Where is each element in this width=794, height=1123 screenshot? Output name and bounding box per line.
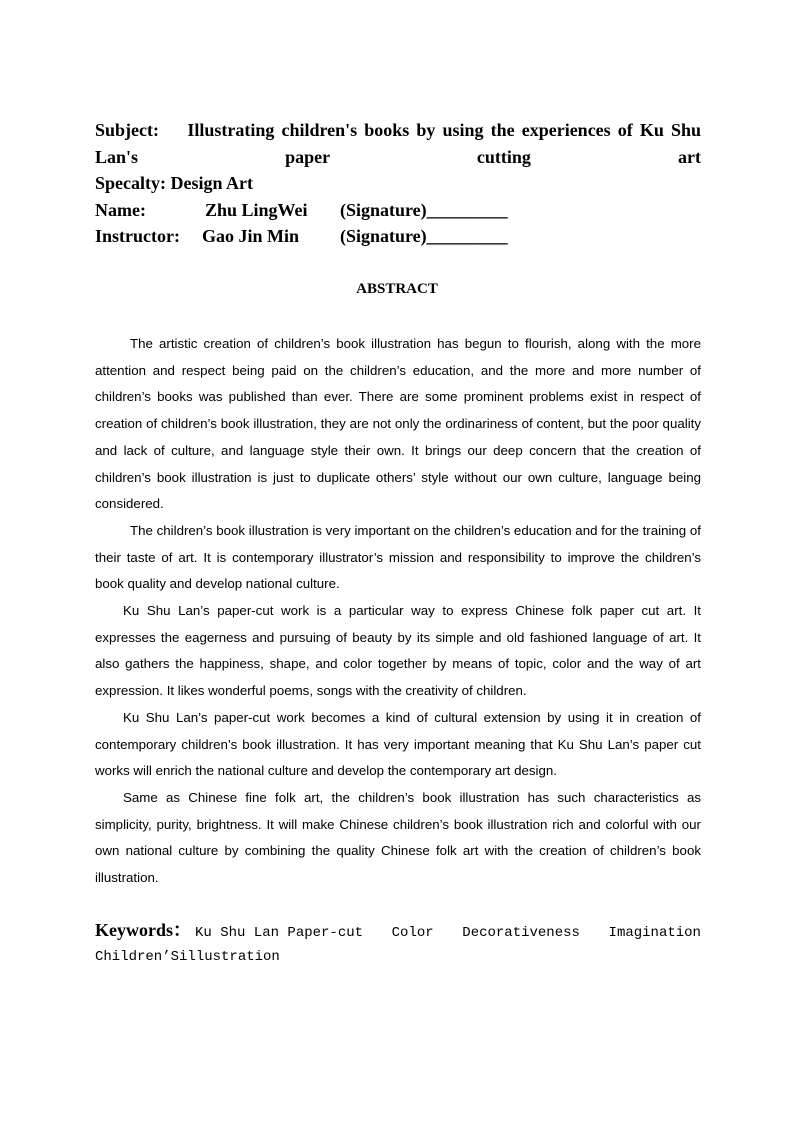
instructor-line — [95, 223, 701, 250]
abstract-paragraph: Ku Shu Lan’s paper-cut work is a particular way to express Chinese folk paper cut art. It expresses the eagerness and pursuing of beauty by its simple and old fashioned language of art. It also gathers the happiness, shape, and color together by means of topic, color and the way of art expression. It likes wonderful poems, songs with the creativity of children. — [95, 603, 701, 699]
thesis-header — [95, 117, 701, 250]
abstract-paragraph: The children’s book illustration is very important on the children’s education and for the training of their taste of art. It is contemporary illustrator’s mission and responsibility to improve the children’s book quality and develop national culture. — [95, 522, 701, 592]
student-name: Zhu LingWei — [205, 199, 308, 220]
keyword-item: Decorativeness — [462, 925, 580, 941]
abstract-paragraph: Same as Chinese fine folk art, the children’s book illustration has such characteristics as simplicity, purity, brightness. It will make Chinese children’s book illustration rich and colorful with our own national culture by combining the quality Chinese folk art with the creation of children’s book illustration. — [95, 789, 701, 886]
instructor-name: Gao Jin Min — [202, 226, 300, 246]
keyword-item: Imagination — [608, 925, 701, 941]
keywords-label: Keywords： — [95, 920, 191, 940]
abstract-paragraph: The artistic creation of children’s book illustration has begun to flourish, along with the more attention and respect being paid on the children’s education, and the more and more number of children’s books was published than ever. There are some prominent problems exist in respect of creation of children’s book illustration, they are not only the ordinariness of content, but the poor quality and lack of culture, and language style their own. It brings our deep concern that the creation of children’s book illustration is just to duplicate others’ style without our own culture, language being considered. — [95, 336, 701, 512]
keyword-item: Children’Sillustration — [95, 949, 280, 965]
subject-text: Illustrating children's books by using the experiences of Ku Shu Lan's paper cutting art — [95, 120, 701, 167]
instructor-label: Instructor: — [95, 226, 180, 246]
name-line — [95, 197, 701, 224]
keywords-row — [95, 917, 701, 943]
keywords-row — [95, 943, 701, 969]
student-signature: (Signature)_________ — [340, 199, 508, 220]
abstract-heading: ABSTRACT — [356, 281, 438, 297]
specialty-line: Specalty: Design Art — [95, 173, 253, 193]
instructor-signature: (Signature)_________ — [340, 226, 508, 246]
subject-line — [95, 117, 701, 170]
name-label: Name: — [95, 199, 146, 220]
abstract-body — [95, 331, 701, 892]
abstract-paragraph: Ku Shu Lan’s paper-cut work becomes a kind of cultural extension by using it in creation of contemporary children’s book illustration. It has very important meaning that Ku Shu Lan’s paper cut works will enrich the national culture and develop the contemporary art design. — [95, 709, 701, 779]
keywords-first — [95, 917, 363, 946]
keyword-item: Color — [391, 925, 434, 941]
keyword-item: Ku Shu Lan Paper-cut — [195, 925, 364, 941]
subject-label: Subject: — [95, 120, 159, 140]
keywords-section — [95, 917, 701, 969]
